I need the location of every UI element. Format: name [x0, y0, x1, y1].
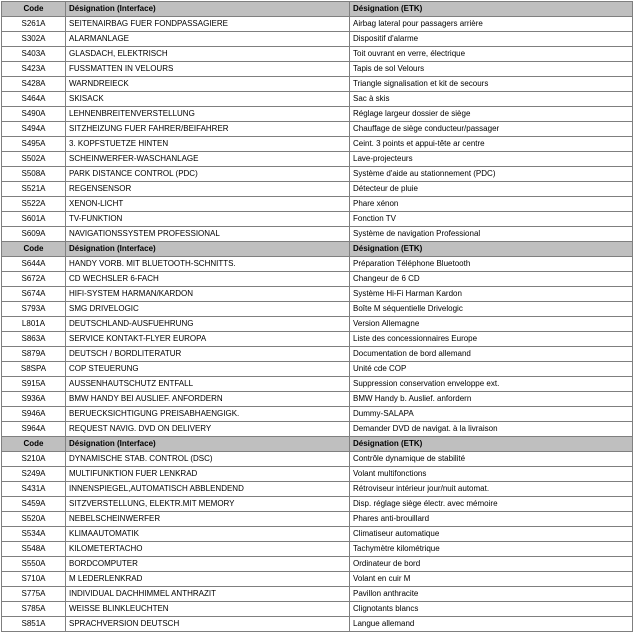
table-row: [2, 617, 633, 632]
interface-designation-cell: NAVIGATIONSSYSTEM PROFESSIONAL: [66, 227, 350, 242]
interface-designation-cell: TV-FUNKTION: [66, 212, 350, 227]
option-code-cell: S601A: [2, 212, 66, 227]
option-code-cell: S915A: [2, 377, 66, 392]
etk-designation-cell: Unité cde COP: [350, 362, 633, 377]
etk-designation-cell: Ordinateur de bord: [350, 557, 633, 572]
etk-designation-cell: Phares anti-brouillard: [350, 512, 633, 527]
table-row: [2, 467, 633, 482]
interface-designation-cell: AUSSENHAUTSCHUTZ ENTFALL: [66, 377, 350, 392]
option-code-cell: S522A: [2, 197, 66, 212]
options-table-body: [2, 2, 633, 632]
interface-designation-cell: SEITENAIRBAG FUER FONDPASSAGIERE: [66, 17, 350, 32]
table-row: [2, 47, 633, 62]
option-code-cell: S609A: [2, 227, 66, 242]
table-row: [2, 167, 633, 182]
etk-designation-cell: Réglage largeur dossier de siège: [350, 107, 633, 122]
table-row: [2, 392, 633, 407]
interface-designation-cell: WARNDREIECK: [66, 77, 350, 92]
interface-designation-cell: REGENSENSOR: [66, 182, 350, 197]
table-row: [2, 272, 633, 287]
options-table: [1, 1, 633, 632]
interface-designation-cell: DEUTSCH / BORDLITERATUR: [66, 347, 350, 362]
etk-designation-cell: Phare xénon: [350, 197, 633, 212]
table-row: [2, 332, 633, 347]
option-code-cell: S261A: [2, 17, 66, 32]
etk-designation-cell: Triangle signalisation et kit de secours: [350, 77, 633, 92]
option-code-cell: S494A: [2, 122, 66, 137]
option-code-cell: S459A: [2, 497, 66, 512]
etk-designation-cell: Fonction TV: [350, 212, 633, 227]
interface-designation-cell: SMG DRIVELOGIC: [66, 302, 350, 317]
etk-designation-cell: Détecteur de pluie: [350, 182, 633, 197]
interface-designation-cell: FUSSMATTEN IN VELOURS: [66, 62, 350, 77]
option-code-cell: S428A: [2, 77, 66, 92]
table-row: [2, 497, 633, 512]
column-header-etk: Désignation (ETK): [350, 2, 633, 17]
etk-designation-cell: Dispositif d'alarme: [350, 32, 633, 47]
table-row: [2, 317, 633, 332]
etk-designation-cell: Liste des concessionnaires Europe: [350, 332, 633, 347]
etk-designation-cell: Préparation Téléphone Bluetooth: [350, 257, 633, 272]
option-code-cell: S495A: [2, 137, 66, 152]
option-code-cell: S520A: [2, 512, 66, 527]
option-code-cell: S490A: [2, 107, 66, 122]
option-code-cell: S431A: [2, 482, 66, 497]
etk-designation-cell: Sac à skis: [350, 92, 633, 107]
interface-designation-cell: CD WECHSLER 6-FACH: [66, 272, 350, 287]
column-header-code: Code: [2, 437, 66, 452]
etk-designation-cell: Documentation de bord allemand: [350, 347, 633, 362]
interface-designation-cell: INNENSPIEGEL,AUTOMATISCH ABBLENDEND: [66, 482, 350, 497]
option-code-cell: S464A: [2, 92, 66, 107]
etk-designation-cell: Lave-projecteurs: [350, 152, 633, 167]
interface-designation-cell: SKISACK: [66, 92, 350, 107]
table-row: [2, 482, 633, 497]
table-row: [2, 62, 633, 77]
etk-designation-cell: Dummy-SALAPA: [350, 407, 633, 422]
table-row: [2, 32, 633, 47]
table-row: [2, 377, 633, 392]
column-header-code: Code: [2, 242, 66, 257]
table-row: [2, 512, 633, 527]
etk-designation-cell: Clignotants blancs: [350, 602, 633, 617]
etk-designation-cell: Tapis de sol Velours: [350, 62, 633, 77]
column-header-etk: Désignation (ETK): [350, 242, 633, 257]
column-header-code: Code: [2, 2, 66, 17]
etk-designation-cell: Système de navigation Professional: [350, 227, 633, 242]
interface-designation-cell: KLIMAAUTOMATIK: [66, 527, 350, 542]
option-code-cell: S946A: [2, 407, 66, 422]
interface-designation-cell: BMW HANDY BEI AUSLIEF. ANFORDERN: [66, 392, 350, 407]
table-row: [2, 107, 633, 122]
interface-designation-cell: M LEDERLENKRAD: [66, 572, 350, 587]
table-row: [2, 77, 633, 92]
option-code-cell: S964A: [2, 422, 66, 437]
interface-designation-cell: DEUTSCHLAND-AUSFUEHRUNG: [66, 317, 350, 332]
option-code-cell: S548A: [2, 542, 66, 557]
etk-designation-cell: Langue allemand: [350, 617, 633, 632]
table-row: [2, 227, 633, 242]
interface-designation-cell: SPRACHVERSION DEUTSCH: [66, 617, 350, 632]
interface-designation-cell: BERUECKSICHTIGUNG PREISABHAENGIGK.: [66, 407, 350, 422]
etk-designation-cell: Suppression conservation enveloppe ext.: [350, 377, 633, 392]
table-row: [2, 572, 633, 587]
table-row: [2, 542, 633, 557]
table-row: [2, 257, 633, 272]
header-row: [2, 242, 633, 257]
etk-designation-cell: Contrôle dynamique de stabilité: [350, 452, 633, 467]
etk-designation-cell: Chauffage de siège conducteur/passager: [350, 122, 633, 137]
interface-designation-cell: ALARMANLAGE: [66, 32, 350, 47]
interface-designation-cell: DYNAMISCHE STAB. CONTROL (DSC): [66, 452, 350, 467]
interface-designation-cell: HANDY VORB. MIT BLUETOOTH-SCHNITTS.: [66, 257, 350, 272]
interface-designation-cell: COP STEUERUNG: [66, 362, 350, 377]
table-row: [2, 407, 633, 422]
table-row: [2, 17, 633, 32]
interface-designation-cell: HIFI-SYSTEM HARMAN/KARDON: [66, 287, 350, 302]
etk-designation-cell: Toit ouvrant en verre, électrique: [350, 47, 633, 62]
interface-designation-cell: SITZHEIZUNG FUER FAHRER/BEIFAHRER: [66, 122, 350, 137]
table-row: [2, 557, 633, 572]
option-code-cell: S863A: [2, 332, 66, 347]
etk-designation-cell: Disp. réglage siège électr. avec mémoire: [350, 497, 633, 512]
option-code-cell: S879A: [2, 347, 66, 362]
table-row: [2, 302, 633, 317]
table-row: [2, 347, 633, 362]
option-code-cell: S249A: [2, 467, 66, 482]
etk-designation-cell: Version Allemagne: [350, 317, 633, 332]
header-row: [2, 437, 633, 452]
option-code-cell: S8SPA: [2, 362, 66, 377]
table-row: [2, 122, 633, 137]
table-row: [2, 152, 633, 167]
option-code-cell: S793A: [2, 302, 66, 317]
interface-designation-cell: WEISSE BLINKLEUCHTEN: [66, 602, 350, 617]
etk-designation-cell: Volant multifonctions: [350, 467, 633, 482]
interface-designation-cell: KILOMETERTACHO: [66, 542, 350, 557]
etk-designation-cell: Demander DVD de navigat. à la livraison: [350, 422, 633, 437]
column-header-interface: Désignation (Interface): [66, 242, 350, 257]
interface-designation-cell: 3. KOPFSTUETZE HINTEN: [66, 137, 350, 152]
option-code-cell: S672A: [2, 272, 66, 287]
table-row: [2, 527, 633, 542]
option-code-cell: S403A: [2, 47, 66, 62]
option-code-cell: S521A: [2, 182, 66, 197]
interface-designation-cell: GLASDACH, ELEKTRISCH: [66, 47, 350, 62]
option-code-cell: S210A: [2, 452, 66, 467]
interface-designation-cell: BORDCOMPUTER: [66, 557, 350, 572]
interface-designation-cell: SERVICE KONTAKT-FLYER EUROPA: [66, 332, 350, 347]
interface-designation-cell: NEBELSCHEINWERFER: [66, 512, 350, 527]
interface-designation-cell: REQUEST NAVIG. DVD ON DELIVERY: [66, 422, 350, 437]
option-code-cell: S502A: [2, 152, 66, 167]
column-header-interface: Désignation (Interface): [66, 437, 350, 452]
column-header-interface: Désignation (Interface): [66, 2, 350, 17]
column-header-etk: Désignation (ETK): [350, 437, 633, 452]
option-code-cell: S423A: [2, 62, 66, 77]
etk-designation-cell: Système Hi-Fi Harman Kardon: [350, 287, 633, 302]
table-row: [2, 92, 633, 107]
table-row: [2, 362, 633, 377]
table-row: [2, 182, 633, 197]
interface-designation-cell: XENON-LICHT: [66, 197, 350, 212]
interface-designation-cell: LEHNENBREITENVERSTELLUNG: [66, 107, 350, 122]
etk-designation-cell: BMW Handy b. Auslief. anfordern: [350, 392, 633, 407]
etk-designation-cell: Système d'aide au stationnement (PDC): [350, 167, 633, 182]
table-row: [2, 452, 633, 467]
table-row: [2, 587, 633, 602]
etk-designation-cell: Climatiseur automatique: [350, 527, 633, 542]
etk-designation-cell: Ceint. 3 points et appui-tête ar centre: [350, 137, 633, 152]
option-code-cell: S936A: [2, 392, 66, 407]
interface-designation-cell: SCHEINWERFER-WASCHANLAGE: [66, 152, 350, 167]
interface-designation-cell: PARK DISTANCE CONTROL (PDC): [66, 167, 350, 182]
table-row: [2, 287, 633, 302]
option-code-cell: S644A: [2, 257, 66, 272]
option-code-cell: S534A: [2, 527, 66, 542]
interface-designation-cell: INDIVIDUAL DACHHIMMEL ANTHRAZIT: [66, 587, 350, 602]
etk-designation-cell: Rétroviseur intérieur jour/nuit automat.: [350, 482, 633, 497]
etk-designation-cell: Changeur de 6 CD: [350, 272, 633, 287]
interface-designation-cell: SITZVERSTELLUNG, ELEKTR.MIT MEMORY: [66, 497, 350, 512]
option-code-cell: S775A: [2, 587, 66, 602]
option-code-cell: S710A: [2, 572, 66, 587]
table-row: [2, 422, 633, 437]
option-code-cell: S302A: [2, 32, 66, 47]
table-row: [2, 212, 633, 227]
option-code-cell: S550A: [2, 557, 66, 572]
etk-designation-cell: Pavillon anthracite: [350, 587, 633, 602]
interface-designation-cell: MULTIFUNKTION FUER LENKRAD: [66, 467, 350, 482]
table-row: [2, 137, 633, 152]
header-row: [2, 2, 633, 17]
option-code-cell: S785A: [2, 602, 66, 617]
etk-designation-cell: Airbag lateral pour passagers arrière: [350, 17, 633, 32]
option-code-cell: S851A: [2, 617, 66, 632]
etk-designation-cell: Boîte M séquentielle Drivelogic: [350, 302, 633, 317]
option-code-cell: S674A: [2, 287, 66, 302]
table-row: [2, 602, 633, 617]
etk-designation-cell: Tachymètre kilométrique: [350, 542, 633, 557]
table-row: [2, 197, 633, 212]
option-code-cell: S508A: [2, 167, 66, 182]
etk-designation-cell: Volant en cuir M: [350, 572, 633, 587]
option-code-cell: L801A: [2, 317, 66, 332]
